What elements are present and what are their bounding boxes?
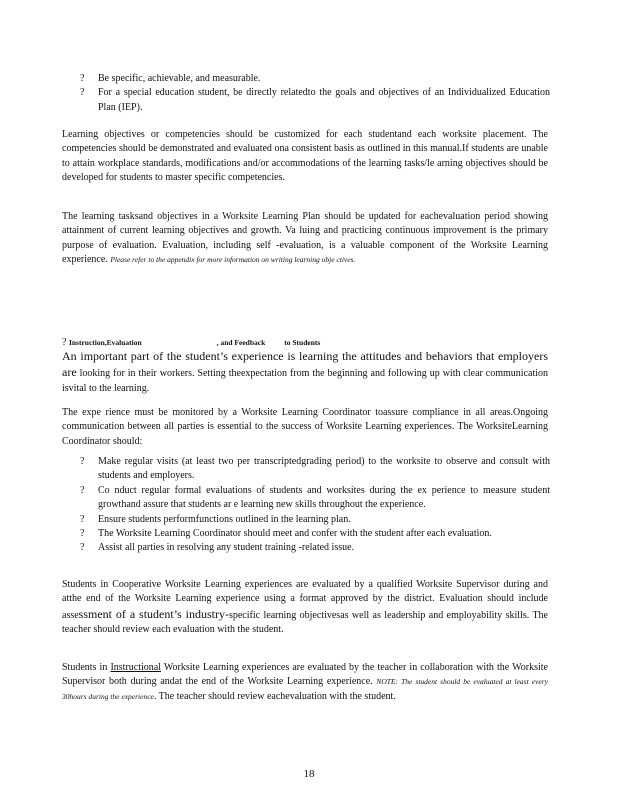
coordinator-bullet-list [80, 455, 550, 556]
paragraph-learning-tasks [62, 210, 548, 268]
bullet-text: Co nduct regular formal evaluations of students and worksites during the ex perience to measure student growthand assure that students ar e learning new skills throughout the experience. [98, 484, 550, 511]
list-item [80, 455, 550, 484]
list-item [80, 541, 550, 555]
list-item [80, 513, 550, 527]
bullet-marker: ? [80, 528, 85, 540]
bullet-text: Make regular visits (at least two per transcriptedgrading period) to the worksite to observe and consult with students and employers. [98, 456, 550, 482]
paragraph-text: Students in Cooperative Worksite Learning experiences are evaluated by a qualified Worksite Supervisor during and atthe end of the Worksite Learning experience using a format approved by the district. Evaluation should include asse [62, 579, 548, 621]
bullet-text: Assist all parties in resolving any student training -related issue. [98, 542, 355, 554]
paragraph-text: The learning tasksand objectives in a Worksite Learning Plan should be updated for eachevaluation period showing attainment of current learning objectives and growth. Va luing and practicing continuous improvement is the primary purpose of evaluation. Evaluation, including self -evaluation, is a valuable component of the Worksite Learning experience. [62, 211, 548, 266]
paragraph-lead: An important part of the student’s experience is learning the attitudes and behaviors that employers are [62, 349, 548, 380]
bullet-text: Be specific, achievable, and measurable. [98, 73, 261, 84]
bullet-marker: ? [80, 87, 85, 99]
paragraph-instructional [62, 661, 548, 704]
bullet-marker: ? [80, 484, 85, 496]
underlined-term: Instructional [110, 662, 161, 673]
paragraph-text: looking for in their workers. Setting theexpectation from the beginning and following up with clear communication isvital to the learning. [62, 368, 549, 394]
paragraph-text-emphasis: ssment of a student’s industry- [78, 606, 229, 621]
heading-part-b: , and Feedback [216, 338, 266, 347]
evaluation-note: NOTE: The student should be evaluated at least every 30hours during the experience [62, 677, 548, 701]
paragraph-student-experience [62, 349, 548, 396]
list-item [80, 484, 550, 513]
bullet-text: For a special education student, be directly relatedto the goals and objectives of an Individualized Education Plan (IEP). [98, 87, 550, 113]
paragraph-cooperative [62, 578, 548, 638]
bullet-marker: ? [80, 513, 85, 525]
bullet-marker: ? [80, 456, 85, 467]
bullet-text: The Worksite Learning Coordinator should meet and confer with the student after each evaluation. [98, 528, 492, 540]
heading-part-c: to Students [284, 338, 321, 347]
heading-part-a: Instruction,Evaluation [68, 338, 142, 347]
bullet-marker: ? [80, 542, 85, 554]
bullet-text: Ensure students performfunctions outlined in the learning plan. [98, 513, 351, 525]
paragraph-text: Worksite Learning experiences are evaluated by the teacher in collaboration with the Worksite Supervisor both during andat the end of the Worksite Learning experience. [62, 662, 548, 688]
paragraph-learning-objectives: Learning objectives or competencies should be customized for each studentand each worksite placement. The competencies should be demonstrated and evaluated ona consistent basis as outlined in this manual.If students are unable to attain workplace standards, modifications and/or accommodations of the learning tasks/le arning objectives should be developed for students to master specific competencies. [62, 129, 548, 184]
list-item [80, 86, 550, 115]
list-item [80, 72, 550, 86]
paragraph-monitoring: The expe rience must be monitored by a Worksite Learning Coordinator toassure compliance in all areas.Ongoing communication between all parties is essential to the success of Worksite Learning experiences. The WorksiteLearning Coordinator should: [62, 407, 548, 447]
paragraph-text: . The teacher should review eachevaluation with the student. [153, 690, 396, 702]
objectives-bullet-list [80, 72, 550, 115]
page-number: 18 [303, 768, 315, 780]
bullet-marker: ? [80, 73, 85, 84]
list-item [80, 527, 550, 541]
paragraph-text: specific learning objectivesas well as leadership and employability skills. The teacher should review each evaluation with the student. [62, 609, 548, 636]
heading-marker: ? [62, 337, 67, 348]
appendix-note: Please refer to the appendix for more information on writing learning obje ctives. [110, 255, 356, 265]
paragraph-text: Students in [62, 662, 108, 673]
